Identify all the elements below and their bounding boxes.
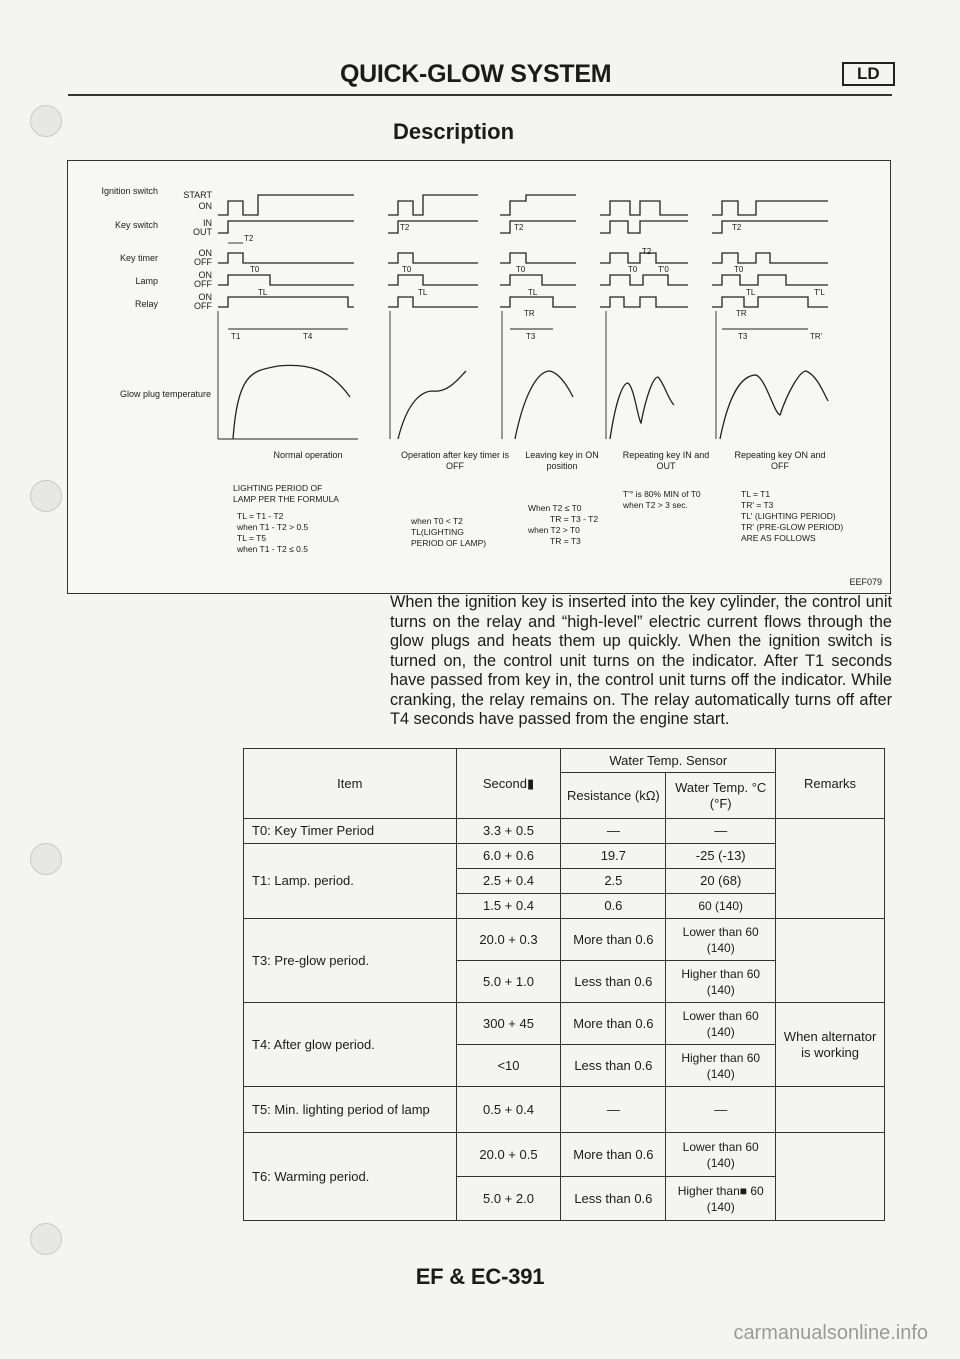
temp-cell: Higher than 60 (140) — [666, 1045, 776, 1087]
timing-label: T3 — [738, 332, 748, 341]
diagram-caption: Leaving key in ON position — [525, 450, 599, 471]
relay-waveform — [218, 297, 354, 307]
signal-label: Glow plug temperature — [119, 389, 211, 399]
resistance-cell: More than 0.6 — [561, 1133, 666, 1177]
level-label: OFF — [194, 279, 212, 289]
remarks-cell — [776, 1133, 885, 1221]
diagram-caption: Operation after key timer is OFF — [400, 450, 510, 471]
header-remarks: Remarks — [776, 749, 885, 819]
binder-hole — [30, 480, 62, 512]
item-cell: T3: Pre-glow period. — [244, 919, 457, 1003]
formula-key-on: When T2 ≤ T0 TR = T3 - T2 when T2 > T0 TR = T3 — [528, 503, 599, 546]
level-label: START — [183, 190, 212, 200]
timing-label: T0 — [250, 265, 260, 274]
header-item: Item — [244, 749, 457, 819]
item-cell: T6: Warming period. — [244, 1133, 457, 1221]
remarks-cell — [776, 919, 885, 1003]
temp-cell: — — [666, 1087, 776, 1133]
timing-label: T2 — [732, 223, 742, 232]
table-row — [244, 1133, 885, 1177]
description-paragraph: When the ignition key is inserted into the key cylinder, the control unit turns on the relay and “high-level” electric current flows through the glow plugs and heats them up quickly. When the ignition switch is turned on, the control unit turns on the indicator. After T1 seconds have passed from key in, the control unit turns off the indicator. While cranking, the relay remains on. The relay automatically turns off after T4 seconds have passed from the engine start. — [390, 593, 892, 728]
item-cell: T0: Key Timer Period — [244, 819, 457, 844]
timing-label: T'L — [814, 288, 825, 297]
page-number: EF & EC-391 — [415, 1264, 545, 1289]
second-cell: 300 + 45 — [456, 1003, 561, 1045]
binder-hole — [30, 105, 62, 137]
table-row — [244, 919, 885, 961]
header-sensor: Water Temp. Sensor — [561, 749, 776, 773]
resistance-cell: Less than 0.6 — [561, 1045, 666, 1087]
figure-code: EEF079 — [849, 577, 882, 587]
timing-label: T0 — [516, 265, 526, 274]
ignition-waveform — [218, 195, 354, 215]
signal-label: Lamp — [135, 276, 158, 286]
item-cell: T5: Min. lighting period of lamp — [244, 1087, 457, 1133]
table-row — [244, 819, 885, 844]
temp-cell: Higher than 60 (140) — [666, 961, 776, 1003]
remarks-cell — [776, 819, 885, 919]
resistance-cell: 0.6 — [561, 894, 666, 919]
header-resistance: Resistance (kΩ) — [561, 773, 666, 819]
binder-hole — [30, 1223, 62, 1255]
timing-label: T2 — [400, 223, 410, 232]
second-cell: 1.5 + 0.4 — [456, 894, 561, 919]
description-text — [390, 593, 892, 730]
diagram-caption: Repeating key IN and OUT — [622, 450, 710, 471]
resistance-cell: More than 0.6 — [561, 1003, 666, 1045]
engine-badge: LD — [842, 62, 895, 86]
temp-cell: -25 (-13) — [666, 844, 776, 869]
formula-after-timer: when T0 < T2 TL(LIGHTING PERIOD OF LAMP) — [411, 516, 487, 548]
formula-repeat-onoff: TL = T1 TR' = T3 TL' (LIGHTING PERIOD) TR' (PRE-GLOW PERIOD) ARE AS FOLLOWS — [741, 489, 844, 543]
level-label: OFF — [194, 301, 212, 311]
remarks-cell — [776, 1087, 885, 1133]
level-label: ON — [198, 270, 212, 280]
item-cell: T4: After glow period. — [244, 1003, 457, 1087]
resistance-cell: 2.5 — [561, 869, 666, 894]
formula-repeat: T'° is 80% MIN of T0 when T2 > 3 sec. — [623, 489, 701, 510]
resistance-cell: — — [561, 1087, 666, 1133]
second-cell: 5.0 + 1.0 — [456, 961, 561, 1003]
second-cell: 0.5 + 0.4 — [456, 1087, 561, 1133]
second-cell: 3.3 + 0.5 — [456, 819, 561, 844]
lamp-waveform — [218, 275, 354, 285]
temp-cell: 60 (140) — [666, 894, 776, 919]
level-label: OUT — [193, 227, 212, 237]
second-cell: 5.0 + 2.0 — [456, 1177, 561, 1221]
timing-label: T0 — [628, 265, 638, 274]
section-title: Description — [393, 119, 515, 144]
second-cell: 2.5 + 0.4 — [456, 869, 561, 894]
temp-cell: Higher than■ 60 (140) — [666, 1177, 776, 1221]
key-waveform — [218, 221, 354, 233]
temp-cell: 20 (68) — [666, 869, 776, 894]
timing-label: TR — [524, 309, 535, 318]
timing-label: TL — [528, 288, 538, 297]
timing-label: TR' — [810, 332, 823, 341]
header-second: Second▮ — [456, 749, 561, 819]
level-label: IN — [203, 218, 212, 228]
timing-label: T'0 — [658, 265, 669, 274]
level-label: ON — [198, 248, 212, 258]
binder-hole — [30, 843, 62, 875]
diagram-caption: Repeating key ON and OFF — [734, 450, 826, 471]
formula-normal: LIGHTING PERIOD OF LAMP PER THE FORMULA TL = T1 - T2 when T1 - T2 > 0.5 TL = T5 when T1 - T2 ≤ 0.5 — [233, 483, 339, 554]
signal-label: Ignition switch — [101, 186, 158, 196]
timing-label: T0 — [402, 265, 412, 274]
table-row — [244, 1003, 885, 1045]
resistance-cell: More than 0.6 — [561, 919, 666, 961]
item-cell: T1: Lamp. period. — [244, 844, 457, 919]
timing-label: T2 — [514, 223, 524, 232]
resistance-cell: Less than 0.6 — [561, 961, 666, 1003]
temp-curve — [233, 365, 350, 439]
timing-label: T2 — [642, 247, 652, 256]
timing-diagram — [67, 160, 891, 594]
diagram-caption: Normal operation — [273, 450, 343, 460]
resistance-cell: — — [561, 819, 666, 844]
header-rule — [68, 94, 892, 96]
timing-label: TR — [736, 309, 747, 318]
timing-label: T2 — [244, 234, 254, 243]
remarks-cell: When alternator is working — [776, 1003, 885, 1087]
timing-label: TL — [258, 288, 268, 297]
table-row — [244, 1087, 885, 1133]
level-label: ON — [198, 292, 212, 302]
timer-waveform — [218, 253, 354, 263]
timing-label: T3 — [526, 332, 536, 341]
second-cell: <10 — [456, 1045, 561, 1087]
signal-label: Key switch — [114, 220, 158, 230]
page-title: QUICK-GLOW SYSTEM — [340, 60, 612, 88]
temp-cell: Lower than 60 (140) — [666, 1133, 776, 1177]
signal-label: Relay — [134, 299, 158, 309]
timing-label: TL — [418, 288, 428, 297]
timing-label: T0 — [734, 265, 744, 274]
temp-cell: Lower than 60 (140) — [666, 919, 776, 961]
resistance-cell: Less than 0.6 — [561, 1177, 666, 1221]
timing-label: T4 — [303, 332, 313, 341]
timing-label: TL — [746, 288, 756, 297]
header-water-temp: Water Temp. °C (°F) — [666, 773, 776, 819]
second-cell: 6.0 + 0.6 — [456, 844, 561, 869]
temp-cell: — — [666, 819, 776, 844]
temp-cell: Lower than 60 (140) — [666, 1003, 776, 1045]
second-cell: 20.0 + 0.5 — [456, 1133, 561, 1177]
spec-table — [243, 748, 885, 1221]
timing-label: T1 — [231, 332, 241, 341]
second-cell: 20.0 + 0.3 — [456, 919, 561, 961]
signal-label: Key timer — [119, 253, 158, 263]
resistance-cell: 19.7 — [561, 844, 666, 869]
level-label: OFF — [194, 257, 212, 267]
level-label: ON — [198, 201, 212, 211]
watermark: carmanualsonline.info — [733, 1322, 928, 1344]
